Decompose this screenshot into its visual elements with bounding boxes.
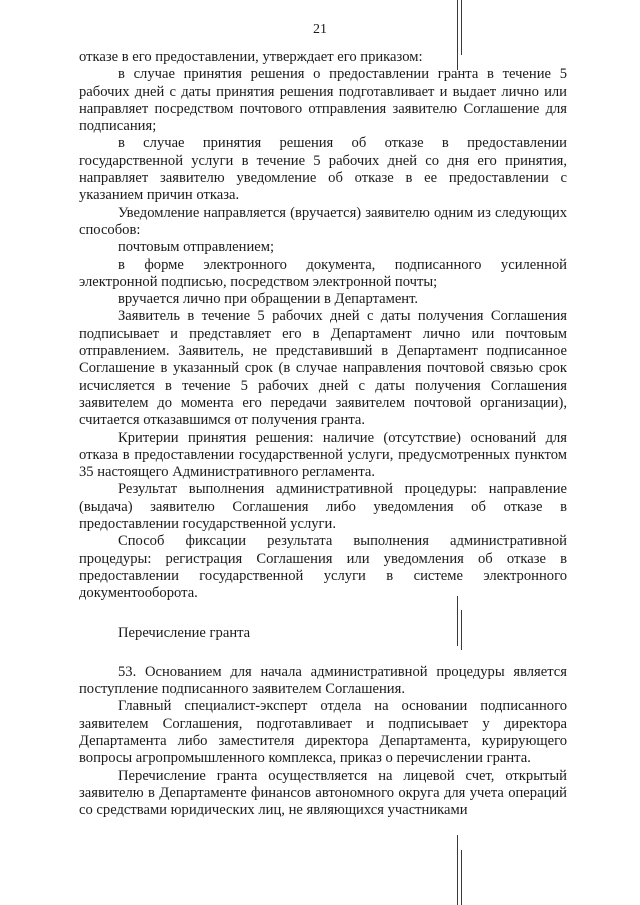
section-heading: Перечисление гранта (118, 624, 251, 641)
paragraph: Способ фиксации результата выполнения административной процедуры: регистрация Соглашения или уведомления об отказе в предоставлении государственной услуги в системе электронного документооборота. (79, 533, 567, 602)
paragraph: отказе в его предоставлении, утверждает его приказом: (79, 49, 423, 65)
paragraph: вручается лично при обращении в Департамент. (118, 291, 419, 308)
paragraph: Главный специалист-эксперт отдела на основании подписанного заявителем Соглашения, подготавливает и подписывает у директора Департамента либо заместителя директора Департамента, курирующего вопросы агропромышленного комплекса, приказ о перечислении гранта. (79, 698, 567, 767)
paragraph: Результат выполнения административной процедуры: направление (выдача) заявителю Соглашения либо уведомления об отказе в предоставлении государственной услуги. (79, 481, 567, 533)
paragraph: в случае принятия решения об отказе в предоставлении государственной услуги в течение 5 рабочих дней со дня его принятия, направляет заявителю уведомление об отказе в ее предоставлении с указанием причин отказа. (79, 135, 567, 204)
scan-artifact-line (457, 835, 458, 905)
paragraph: в форме электронного документа, подписанного усиленной электронной подписью, посредством электронной почты; (79, 256, 567, 290)
page-number: 21 (313, 22, 327, 37)
paragraph: почтовым отправлением; (118, 239, 275, 256)
paragraph: Критерии принятия решения: наличие (отсутствие) оснований для отказа в предоставлении государственной услуги, предусмотренных пунктом 35 настоящего Административного регламента. (79, 429, 567, 481)
paragraph: Уведомление направляется (вручается) заявителю одним из следующих способов: (79, 204, 567, 238)
paragraph: Заявитель в течение 5 рабочих дней с даты получения Соглашения подписывает и представляет его в Департамент лично или почтовым отправлением. Заявитель, не представивший в Департамент подписанное Соглашение в указанный срок (в случае направления почтовой связью срок исчисляется в течение 5 рабочих дней с даты получения Соглашения заявителем до момента его передачи заявителем почтовой организации), считается отказавшимся от получения гранта. (79, 308, 567, 429)
document-body (79, 49, 567, 819)
scan-artifact-line (461, 0, 462, 55)
paragraph: в случае принятия решения о предоставлении гранта в течение 5 рабочих дней с даты принятия решения подготавливает и выдает лично или направляет посредством почтового отправления заявителю Соглашение для подписания; (79, 66, 567, 135)
paragraph: 53. Основанием для начала административной процедуры является поступление подписанного заявителем Соглашения. (79, 663, 567, 698)
paragraph: Перечисление гранта осуществляется на лицевой счет, открытый заявителю в Департаменте финансов автономного округа для учета операций со средствами юридических лиц, не являющихся участниками (79, 767, 567, 819)
scan-artifact-line (461, 850, 462, 905)
